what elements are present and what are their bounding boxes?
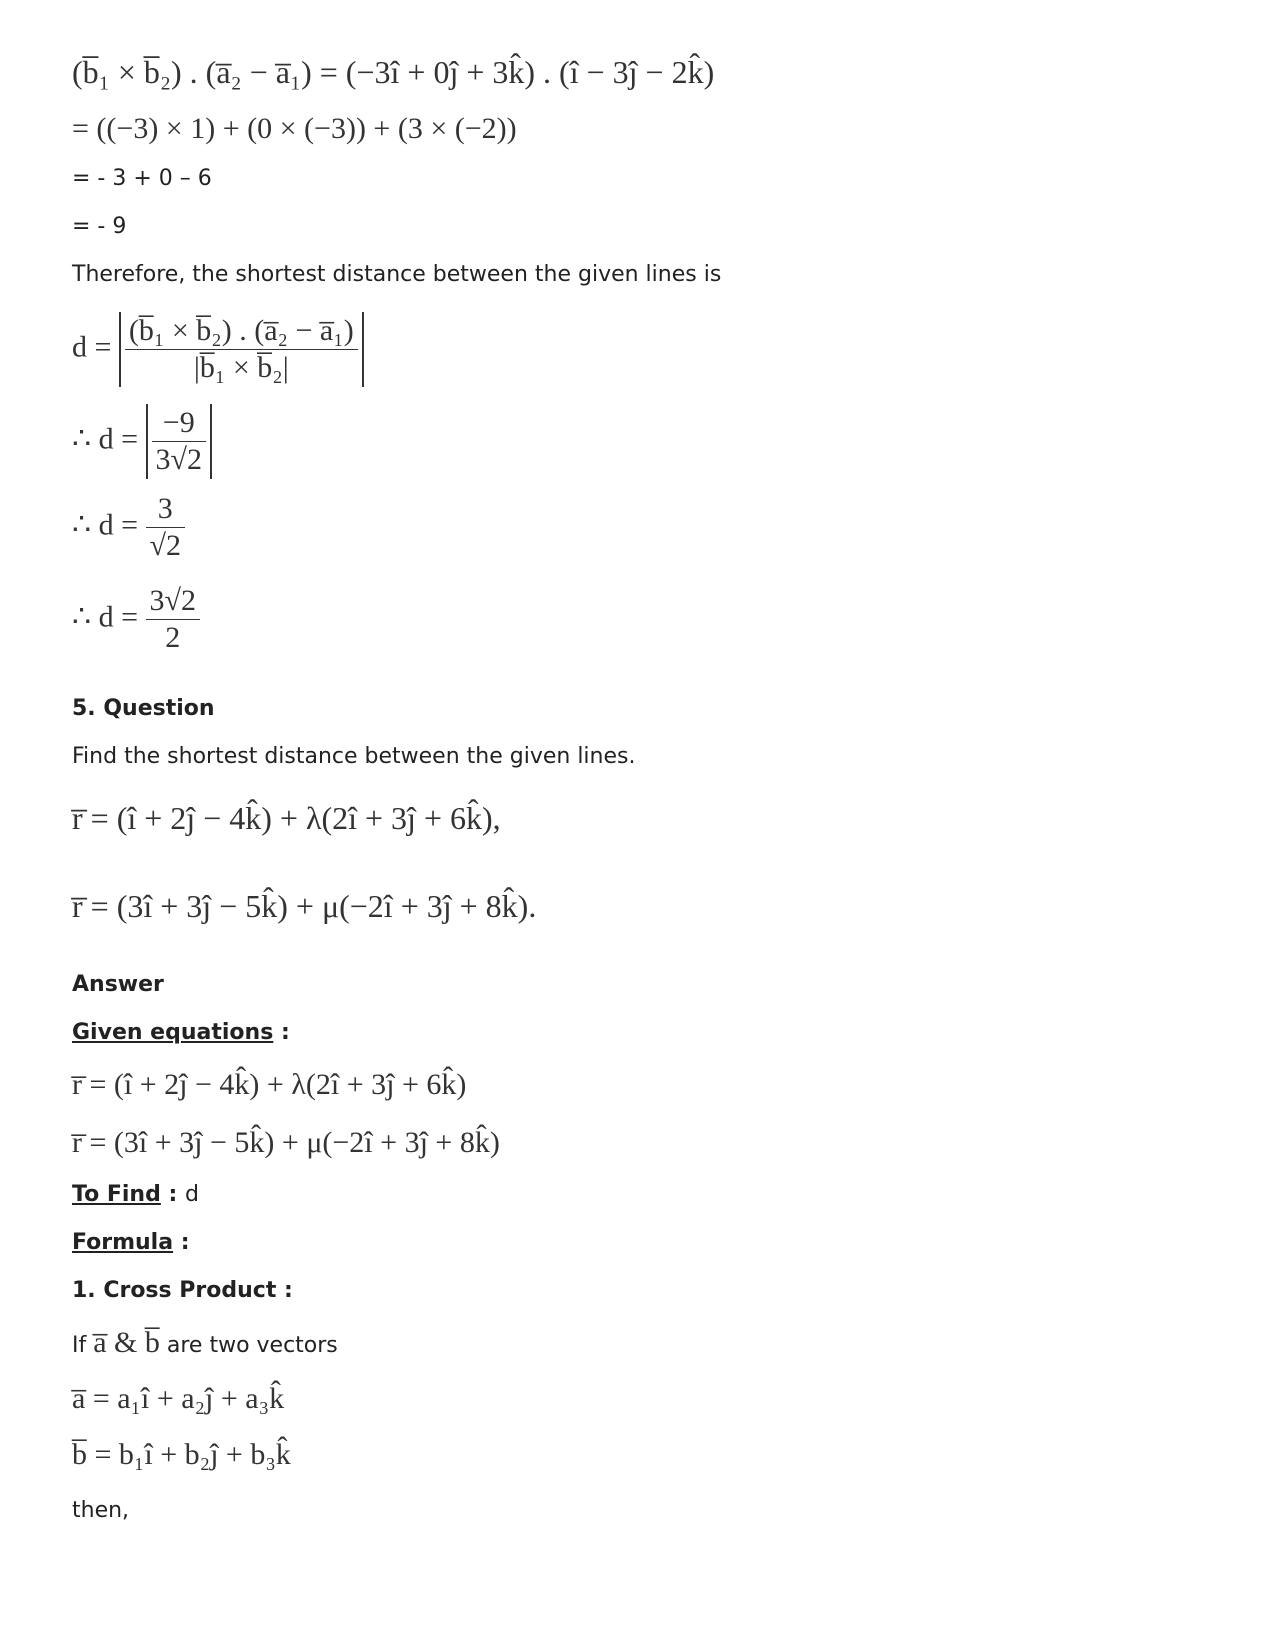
- distance-step-1-fraction: [152, 406, 206, 477]
- formula-heading: [72, 1230, 190, 1255]
- if-text: If: [72, 1333, 94, 1358]
- distance-step-2-numerator: 3: [146, 492, 185, 528]
- formula-colon: :: [173, 1230, 190, 1255]
- distance-step-3-denominator: 2: [165, 621, 181, 654]
- distance-formula: [72, 312, 364, 387]
- to-find-label: To Find: [72, 1182, 161, 1207]
- if-rest-text: are two vectors: [159, 1333, 338, 1358]
- given-equations-colon: :: [273, 1020, 290, 1045]
- distance-step-1-abs: [146, 404, 212, 479]
- to-find-row: [72, 1182, 199, 1207]
- if-vectors-symbols: a̅ & b̅: [93, 1326, 160, 1359]
- distance-step-1-numerator: −9: [152, 406, 206, 442]
- distance-step-1: [72, 404, 212, 479]
- given-equations-label: Given equations: [72, 1020, 274, 1045]
- given-equations-heading: [72, 1020, 290, 1045]
- given-line-1: r̅ = (î + 2ĵ − 4k̂) + λ(2î + 3ĵ + 6k̂): [72, 1068, 467, 1101]
- if-vectors-statement: [72, 1326, 338, 1360]
- question-text: Find the shortest distance between the given lines.: [72, 744, 636, 769]
- distance-formula-fraction: [125, 314, 358, 385]
- to-find-value: d: [184, 1182, 199, 1207]
- distance-formula-lhs: d =: [72, 330, 112, 364]
- distance-step-2-denominator: √2: [149, 529, 181, 562]
- formula-label: Formula: [72, 1230, 174, 1255]
- to-find-colon: :: [160, 1182, 185, 1207]
- distance-step-3: [72, 584, 200, 655]
- distance-step-2-fraction: [146, 492, 185, 563]
- therefore-statement: Therefore, the shortest distance between the given lines is: [72, 262, 722, 287]
- vector-b-definition: b̅ = b₁î + b₂ĵ + b₃k̂: [72, 1438, 291, 1471]
- sum-equation: = - 3 + 0 – 6: [72, 166, 212, 191]
- distance-step-1-denominator: 3√2: [155, 443, 202, 476]
- distance-step-1-lhs: ∴ d =: [72, 422, 139, 456]
- cross-product-heading: 1. Cross Product :: [72, 1278, 293, 1303]
- vector-a-definition: a̅ = a₁î + a₂ĵ + a₃k̂: [72, 1382, 285, 1415]
- dot-product-equation: (b̅₁ × b̅₂) . (a̅₂ − a̅₁) = (−3î + 0ĵ + 3k̂) . (î − 3ĵ − 2k̂): [72, 54, 715, 90]
- then-text: then,: [72, 1498, 130, 1523]
- distance-step-3-fraction: [146, 584, 200, 655]
- distance-step-2: [72, 492, 185, 563]
- given-line-2: r̅ = (3î + 3ĵ − 5k̂) + μ(−2î + 3ĵ + 8k̂): [72, 1126, 500, 1159]
- question-heading: 5. Question: [72, 696, 215, 721]
- question-line-1: r̅ = (î + 2ĵ − 4k̂) + λ(2î + 3ĵ + 6k̂),: [72, 800, 501, 836]
- distance-formula-denominator: |b̅₁ × b̅₂|: [193, 351, 289, 384]
- distance-step-3-lhs: ∴ d =: [72, 600, 139, 634]
- distance-formula-numerator: (b̅₁ × b̅₂) . (a̅₂ − a̅₁): [125, 314, 358, 350]
- distance-step-3-numerator: 3√2: [146, 584, 200, 620]
- distance-formula-abs: [119, 312, 364, 387]
- distance-step-2-lhs: ∴ d =: [72, 508, 139, 542]
- answer-heading: Answer: [72, 972, 164, 997]
- result-equation: = - 9: [72, 214, 127, 239]
- expanded-product-equation: = ((−3) × 1) + (0 × (−3)) + (3 × (−2)): [72, 112, 517, 145]
- question-line-2: r̅ = (3î + 3ĵ − 5k̂) + μ(−2î + 3ĵ + 8k̂).: [72, 888, 537, 924]
